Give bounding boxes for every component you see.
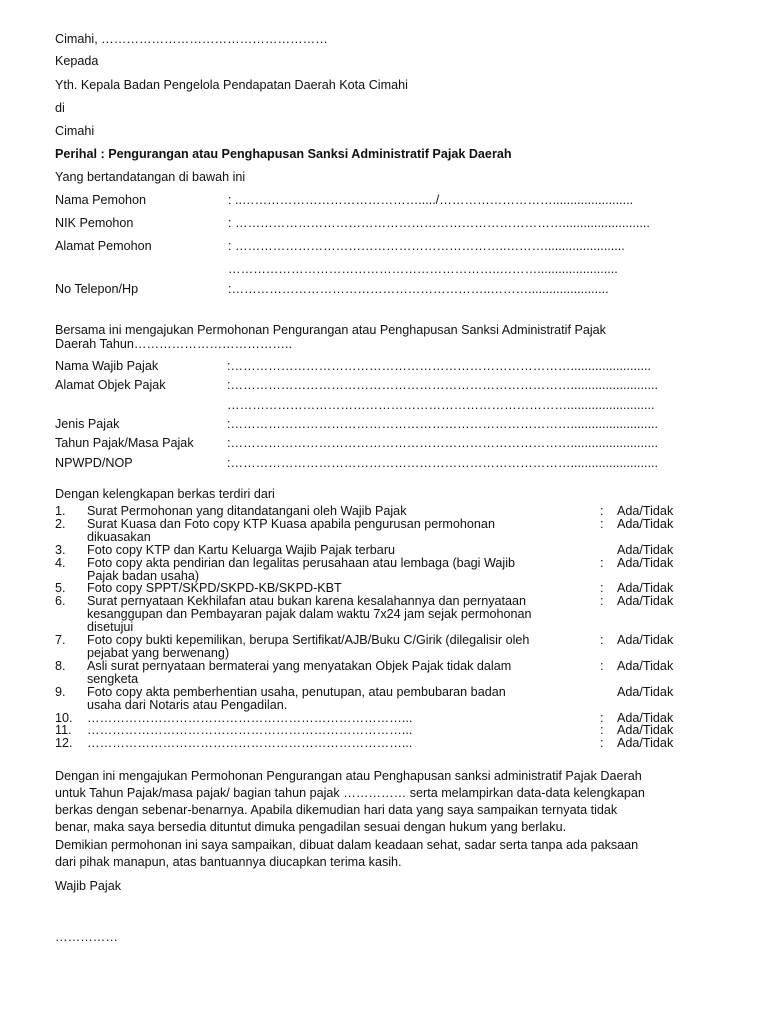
field-label: Jenis Pajak	[55, 417, 120, 431]
document-item-colon: :	[600, 658, 604, 673]
closing-paragraph	[55, 837, 705, 871]
field-alamat-pemohon	[55, 239, 705, 255]
document-item-text	[87, 557, 618, 583]
document-item-number: 3.	[55, 542, 66, 557]
document-item-status: Ada/Tidak	[617, 710, 674, 725]
document-item-number: 10.	[55, 710, 73, 725]
field-label: Nama Wajib Pajak	[55, 359, 159, 373]
statement-line: Dengan ini mengajukan Permohonan Pengurangan atau Penghapusan sanksi administratif Pajak Daerah	[55, 769, 642, 783]
document-item-line: Foto copy KTP dan Kartu Keluarga Wajib Pajak terbaru	[87, 542, 396, 557]
field-label: Nama Pemohon	[55, 193, 147, 207]
document-item-line: …………………………………………………………………...	[87, 710, 413, 725]
documents-list	[55, 505, 715, 750]
request-line-1: Bersama ini mengajukan Permohonan Pengurangan atau Penghapusan Sanksi Administratif Pajak	[55, 323, 606, 337]
intro-text: Yang bertandatangan di bawah ini	[55, 170, 246, 184]
document-item-colon: :	[600, 736, 604, 751]
kepada-label: Kepada	[55, 54, 99, 68]
city: Cimahi	[55, 124, 95, 138]
document-item-colon: :	[600, 723, 604, 738]
document-item-status: Ada/Tidak	[617, 736, 674, 751]
document-item-line: Foto copy akta pemberhentian usaha, penutupan, atau pembubaran badan	[87, 684, 506, 699]
document-item-text	[87, 544, 618, 557]
document-item-status: Ada/Tidak	[617, 581, 674, 596]
subject-line: Perihal : Pengurangan atau Penghapusan Sanksi Administratif Pajak Daerah	[55, 147, 512, 161]
statement-line: untuk Tahun Pajak/masa pajak/ bagian tahun pajak …………… serta melampirkan data-data kelengkapan	[55, 786, 645, 800]
document-item-number: 8.	[55, 658, 66, 673]
field-alamat-objek-pajak	[55, 378, 705, 394]
document-item-line: Foto copy SPPT/SKPD/SKPD-KB/SKPD-KBT	[87, 581, 342, 596]
document-item	[55, 557, 715, 583]
document-item-text	[87, 518, 618, 544]
field-value: ……………………………………………………………………….........................	[227, 398, 655, 412]
document-item-status: Ada/Tidak	[617, 555, 674, 570]
field-value: :……………………………………………………………………….........................	[227, 436, 659, 450]
document-item	[55, 634, 715, 660]
field-value: ………………………………………………………..……….......................	[228, 262, 618, 276]
document-item-colon: :	[600, 633, 604, 648]
document-item-status: Ada/Tidak	[617, 504, 674, 518]
document-item-colon: :	[600, 516, 604, 531]
field-nama-pemohon	[55, 193, 705, 209]
document-item-text	[87, 595, 618, 634]
field-value: : ..……………………………………...../……………………….......................	[228, 193, 634, 207]
field-value: :……………………………………………………………………….........................	[227, 456, 659, 470]
field-telepon	[55, 282, 705, 298]
document-item-status: Ada/Tidak	[617, 633, 674, 648]
document-item-text	[87, 505, 618, 518]
document-item-text	[87, 737, 618, 750]
document-item	[55, 544, 715, 557]
field-label: Tahun Pajak/Masa Pajak	[55, 436, 194, 450]
document-item-line: Surat Permohonan yang ditandatangani oleh Wajib Pajak	[87, 504, 407, 518]
field-value: :……………………………………………………………………….........................	[227, 417, 659, 431]
statement-paragraph	[55, 768, 705, 836]
document-item-text	[87, 634, 618, 660]
document-item-line: …………………………………………………………………...	[87, 723, 413, 738]
document-item-number: 5.	[55, 581, 66, 596]
field-nama-wajib-pajak	[55, 359, 705, 375]
closing-line: dari pihak manapun, atas bantuannya diucapkan terima kasih.	[55, 855, 402, 869]
document-item-line: sengketa	[87, 671, 139, 686]
document-item-number: 12.	[55, 736, 73, 751]
document-item-line: Foto copy akta pendirian dan legalitas perusahaan atau lembaga (bagi Wajib	[87, 555, 515, 570]
document-item-text	[87, 686, 618, 712]
field-label: Alamat Objek Pajak	[55, 378, 166, 392]
closing-line: Demikian permohonan ini saya sampaikan, dibuat dalam keadaan sehat, sadar serta tanpa ada paksaan	[55, 838, 639, 852]
document-item	[55, 595, 715, 634]
field-npwpd-nop	[55, 456, 705, 472]
field-label: Alamat Pemohon	[55, 239, 152, 253]
document-item	[55, 505, 715, 518]
document-item	[55, 737, 715, 750]
document-item	[55, 686, 715, 712]
document-item-line: pejabat yang berwenang)	[87, 645, 230, 660]
place-date: Cimahi, ………………………………………………	[55, 32, 328, 46]
document-item-number: 7.	[55, 633, 66, 648]
document-item-line: Surat pernyataan Kekhilafan atau bukan karena kesalahannya dan pernyataan	[87, 594, 527, 609]
document-item-line: kesanggupan dan Pembayaran pajak dalam waktu 7x24 jam sejak permohonan	[87, 607, 532, 622]
field-nik-pemohon	[55, 216, 705, 232]
recipient: Yth. Kepala Badan Pengelola Pendapatan Daerah Kota Cimahi	[55, 78, 408, 92]
field-jenis-pajak	[55, 417, 705, 433]
document-item-status: Ada/Tidak	[617, 723, 674, 738]
field-value: : ………………………………………………………..……….......................	[228, 239, 625, 253]
document-item-status: Ada/Tidak	[617, 684, 674, 699]
document-item-colon: :	[600, 555, 604, 570]
field-tahun-pajak	[55, 436, 705, 452]
document-item	[55, 518, 715, 544]
documents-heading: Dengan kelengkapan berkas terdiri dari	[55, 487, 275, 501]
document-item-number: 1.	[55, 504, 66, 518]
signature-label: Wajib Pajak	[55, 879, 122, 893]
field-alamat-objek-pajak-cont	[55, 398, 705, 414]
document-item-status: Ada/Tidak	[617, 594, 674, 609]
signature-name: ……………	[55, 930, 118, 944]
document-item-status: Ada/Tidak	[617, 658, 674, 673]
document-item-line: usaha dari Notaris atau Pengadilan.	[87, 697, 288, 712]
statement-line: benar, maka saya bersedia dituntut dimuka pengadilan sesuai dengan hukum yang berlaku.	[55, 820, 567, 834]
document-item-text	[87, 660, 618, 686]
document-item-line: Asli surat pernyataan bermaterai yang menyatakan Objek Pajak tidak dalam	[87, 658, 512, 673]
document-item-status: Ada/Tidak	[617, 542, 674, 557]
field-label: NIK Pemohon	[55, 216, 134, 230]
document-item-colon: :	[600, 710, 604, 725]
document-item-colon: :	[600, 504, 604, 518]
document-item-line: dikuasakan	[87, 529, 151, 544]
field-value: :……………………………………………………………………….........................	[227, 378, 659, 392]
document-item	[55, 660, 715, 686]
field-label: No Telepon/Hp	[55, 282, 139, 296]
document-item-line: Foto copy bukti kepemilikan, berupa Sertifikat/AJB/Buku C/Girik (dilegalisir oleh	[87, 633, 530, 648]
document-item-colon: :	[600, 594, 604, 609]
field-label: NPWPD/NOP	[55, 456, 133, 470]
document-item-number: 4.	[55, 555, 66, 570]
document-item-colon: :	[600, 581, 604, 596]
field-value: :……………………………………………………………………….......................	[227, 359, 652, 373]
document-item-number: 9.	[55, 684, 66, 699]
field-value: : …………………………………………………………………….........................	[228, 216, 650, 230]
document-item-number: 2.	[55, 516, 66, 531]
document-item-line: Surat Kuasa dan Foto copy KTP Kuasa apabila pengurusan permohonan	[87, 516, 495, 531]
document-item-number: 6.	[55, 594, 66, 609]
di-label: di	[55, 101, 65, 115]
statement-line: berkas dengan sebenar-benarnya. Apabila dikemudian hari data yang saya sampaikan ternyata tidak	[55, 803, 618, 817]
field-value: :……………………………………………………..……….......................	[228, 282, 609, 296]
document-item-status: Ada/Tidak	[617, 516, 674, 531]
document-item-number: 11.	[55, 723, 72, 738]
request-line-2: Daerah Tahun………………………………..	[55, 337, 293, 351]
document-item-line: Pajak badan usaha)	[87, 568, 200, 583]
document-item-line: …………………………………………………………………...	[87, 736, 413, 751]
field-alamat-pemohon-cont	[55, 262, 705, 278]
document-item-line: disetujui	[87, 620, 134, 635]
